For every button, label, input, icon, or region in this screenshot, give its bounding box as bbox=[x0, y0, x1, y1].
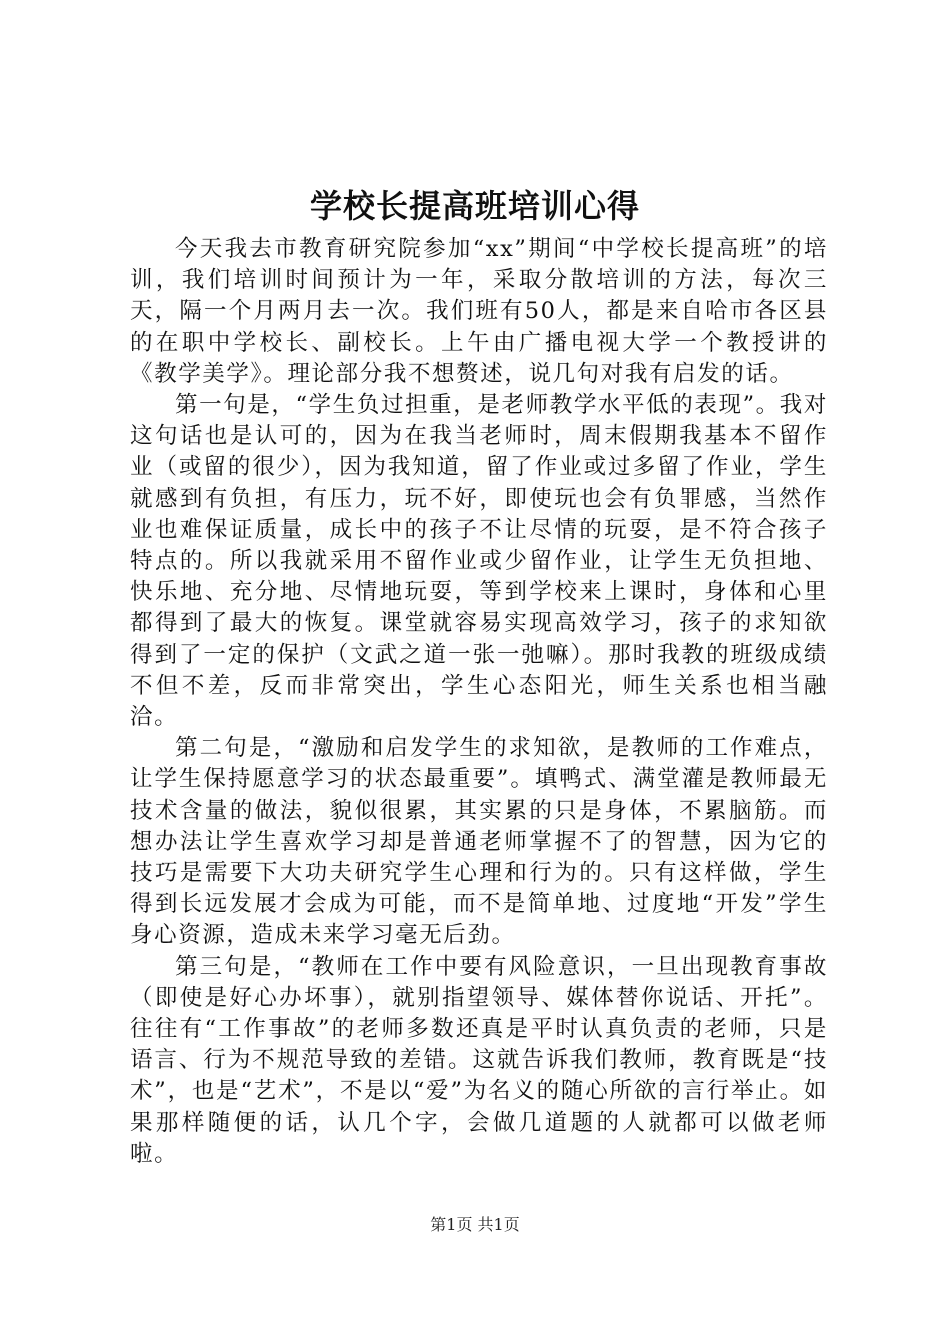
paragraph-first-saying: 第一句是，“学生负过担重，是老师教学水平低的表现”。我对这句话也是认可的，因为在我当老师时，周末假期我基本不留作业（或留的很少），因为我知道，留了作业或过多留了作业，学生就感到有负担，有压力，玩不好，即使玩也会有负罪感，当然作业也难保证质量，成长中的孩子不让尽情的玩耍，是不符合孩子特点的。所以我就采用不留作业或少留作业，让学生无负担地、快乐地、充分地、尽情地玩耍，等到学校来上课时，身体和心里都得到了最大的恢复。课堂就容易实现高效学习，孩子的求知欲得到了一定的保护（文武之道一张一弛嘛）。那时我教的班级成绩不但不差，反而非常突出，学生心态阳光，师生关系也相当融洽。 bbox=[130, 392, 828, 731]
paragraph-third-saying: 第三句是，“教师在工作中要有风险意识，一旦出现教育事故（即使是好心办坏事），就别指望领导、媒体替你说话、开托”。往往有“工作事故”的老师多数还真是平时认真负责的老师，只是语言、行为不规范导致的差错。这就告诉我们教师，教育既是“技术”，也是“艺术”，不是以“爱”为名义的随心所欲的言行举止。如果那样随便的话，认几个字，会做几道题的人就都可以做老师啦。 bbox=[130, 953, 828, 1167]
paragraph-intro: 今天我去市教育研究院参加“xx”期间“中学校长提高班”的培训，我们培训时间预计为一年，采取分散培训的方法，每次三天，隔一个月两月去一次。我们班有50人，都是来自哈市各区县的在职中学校长、副校长。上午由广播电视大学一个教授讲的《教学美学》。理论部分我不想赘述，说几句对我有启发的话。 bbox=[130, 236, 828, 387]
page-number-footer: 第1页 共1页 bbox=[430, 1215, 520, 1234]
document-title: 学校长提高班培训心得 bbox=[309, 187, 640, 225]
document-body bbox=[130, 234, 828, 1170]
paragraph-second-saying: 第二句是，“激励和启发学生的求知欲，是教师的工作难点，让学生保持愿意学习的状态最重要”。填鸭式、满堂灌是教师最无技术含量的做法，貌似很累，其实累的只是身体，不累脑筋。而想办法让学生喜欢学习却是普通老师掌握不了的智慧，因为它的技巧是需要下大功夫研究学生心理和行为的。只有这样做，学生得到长远发展才会成为可能，而不是简单地、过度地“开发”学生身心资源，造成未来学习毫无后劲。 bbox=[130, 735, 828, 949]
